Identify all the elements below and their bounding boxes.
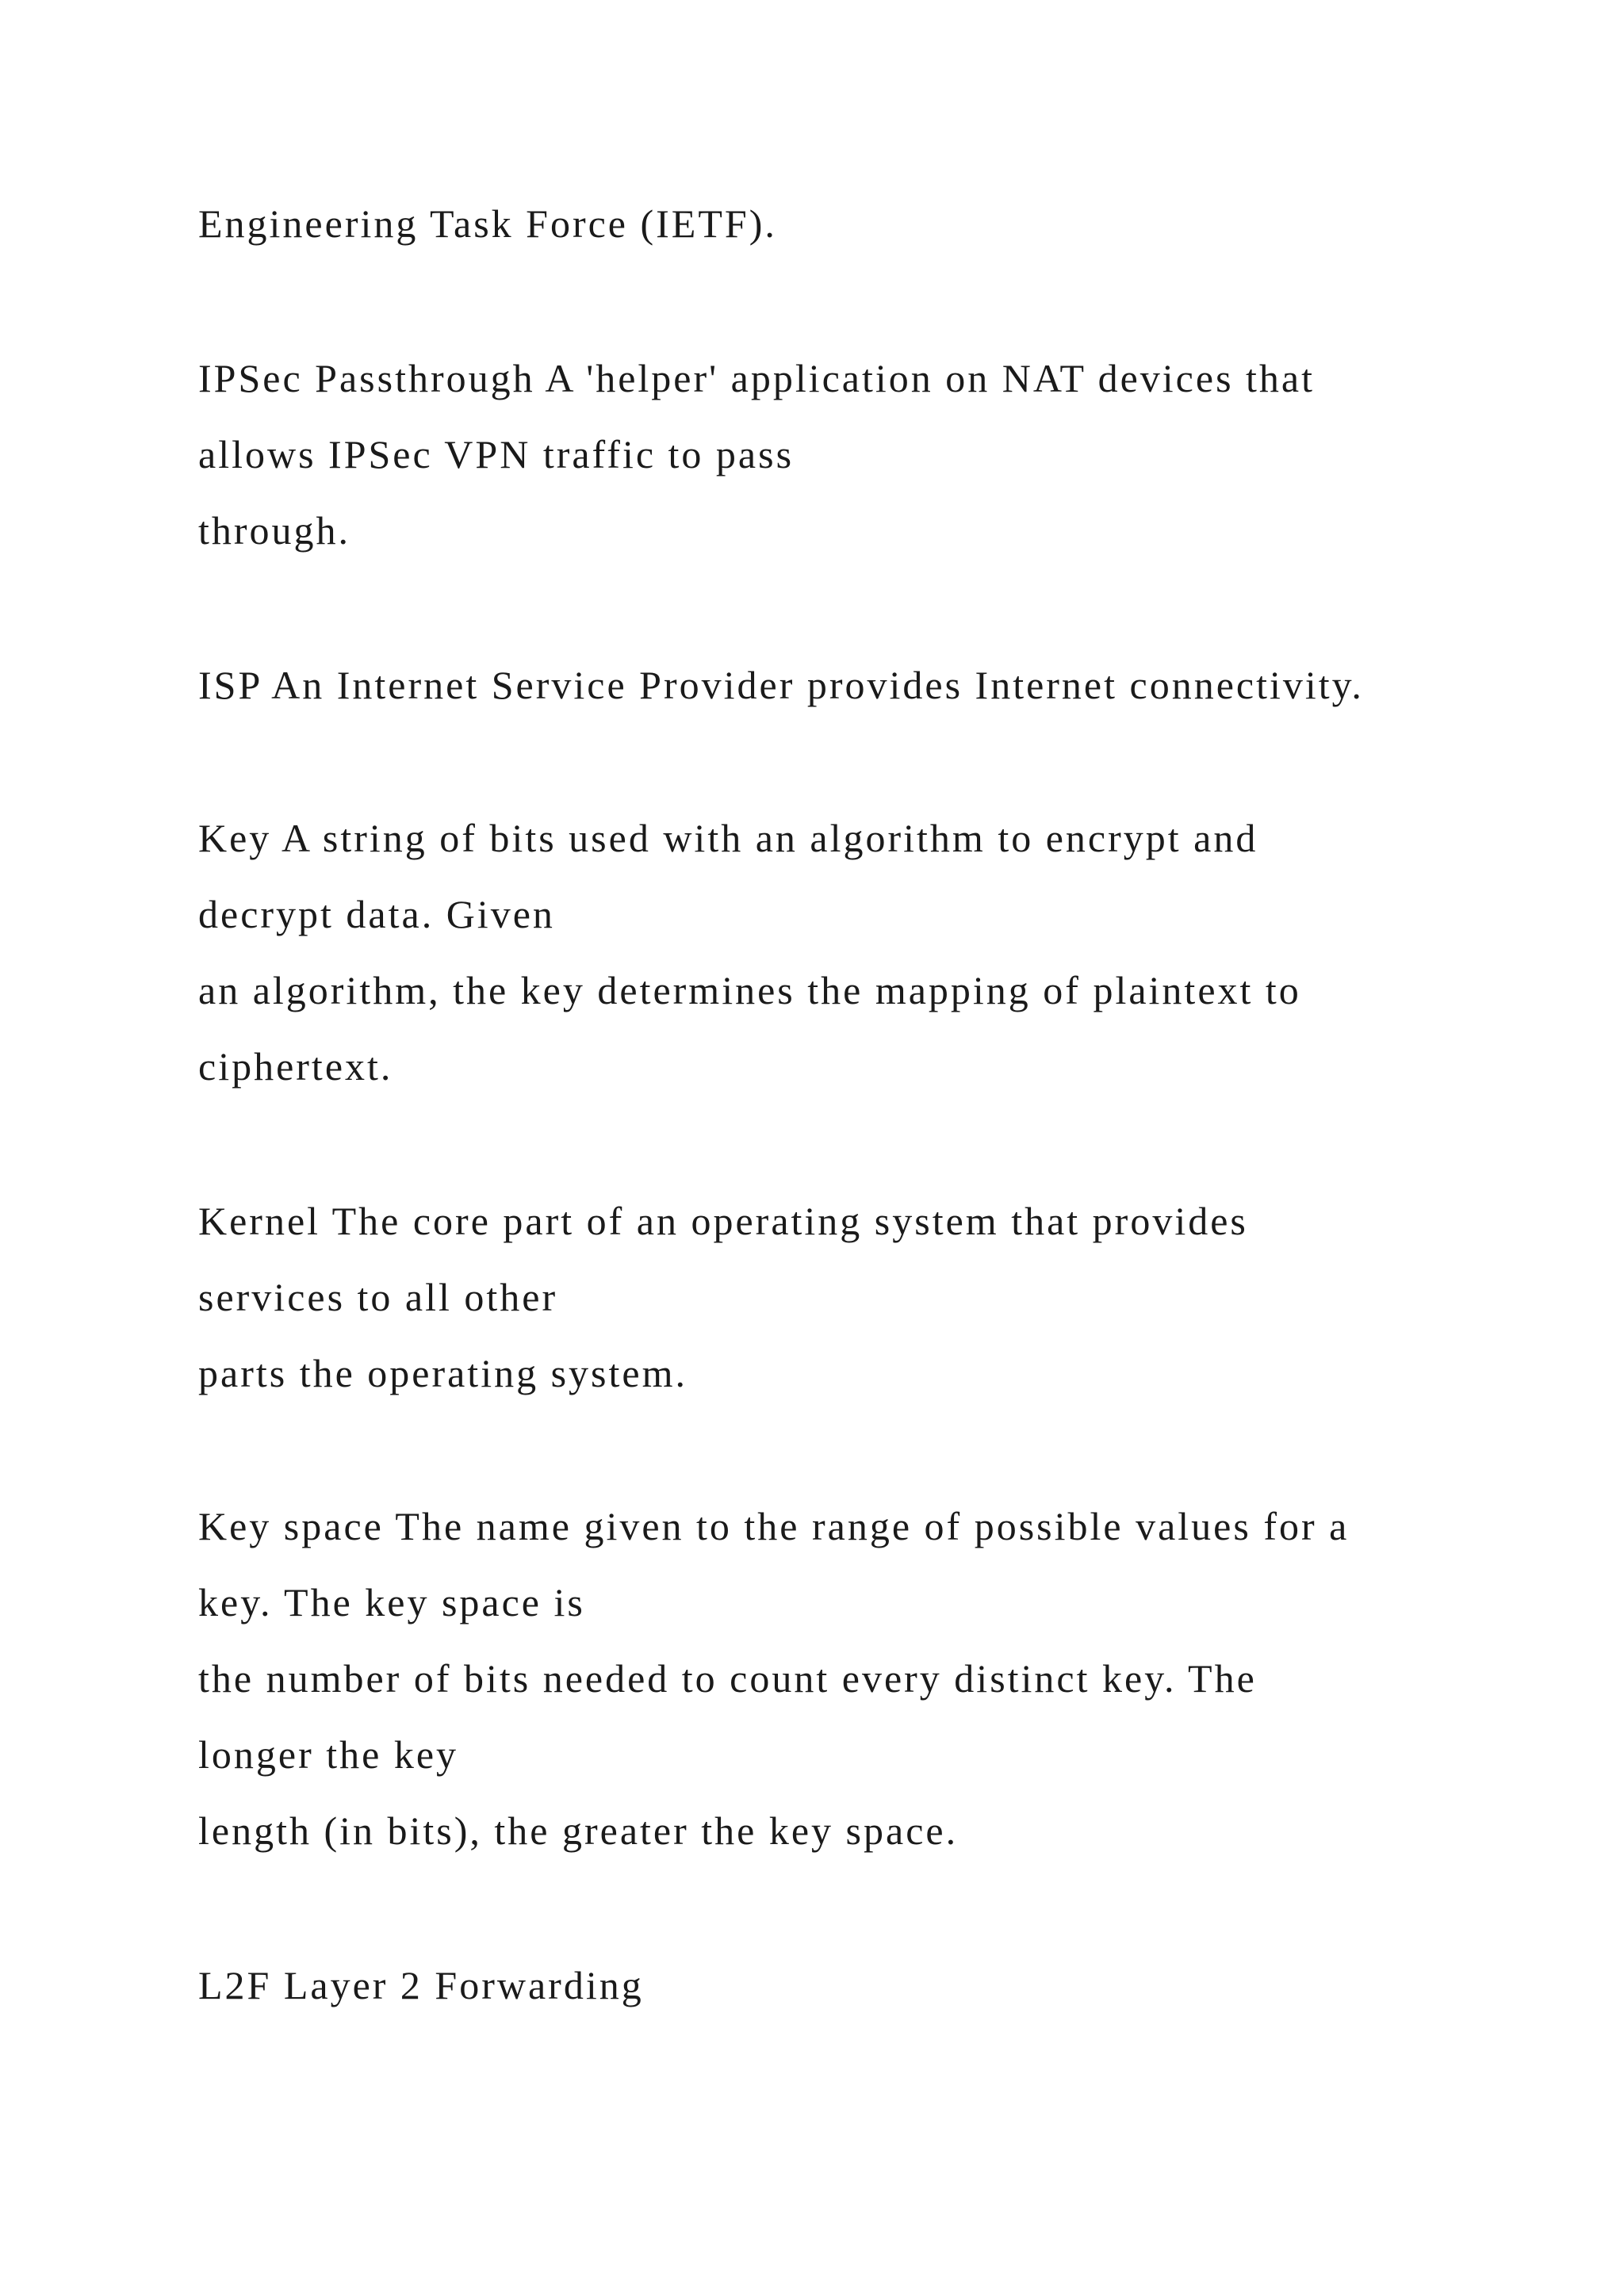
text-line-key-space-1: Key space The name given to the range of possible values for a xyxy=(198,1504,1350,1548)
text-line-kernel-2: services to all other xyxy=(198,1275,558,1319)
text-line-key-4: ciphertext. xyxy=(198,1044,393,1089)
text-line-ipsec-passthrough-3: through. xyxy=(198,508,351,553)
text-line-isp: ISP An Internet Service Provider provides Internet connectivity. xyxy=(198,663,1364,707)
text-line-kernel-3: parts the operating system. xyxy=(198,1351,688,1395)
text-line-ietf-continuation: Engineering Task Force (IETF). xyxy=(198,201,777,246)
text-line-key-space-2: key. The key space is xyxy=(198,1580,585,1624)
text-line-key-2: decrypt data. Given xyxy=(198,892,555,936)
text-line-ipsec-passthrough-1: IPSec Passthrough A 'helper' application on NAT devices that xyxy=(198,356,1316,400)
text-line-kernel-1: Kernel The core part of an operating system that provides xyxy=(198,1199,1248,1243)
text-line-key-3: an algorithm, the key determines the mapping of plaintext to xyxy=(198,968,1301,1012)
text-line-key-space-3: the number of bits needed to count every distinct key. The xyxy=(198,1656,1257,1701)
text-line-l2f: L2F Layer 2 Forwarding xyxy=(198,1963,644,2007)
text-line-key-space-4: longer the key xyxy=(198,1732,459,1777)
text-line-key-space-5: length (in bits), the greater the key space. xyxy=(198,1808,959,1853)
text-line-ipsec-passthrough-2: allows IPSec VPN traffic to pass xyxy=(198,432,795,476)
text-line-key-1: Key A string of bits used with an algorithm to encrypt and xyxy=(198,816,1258,860)
